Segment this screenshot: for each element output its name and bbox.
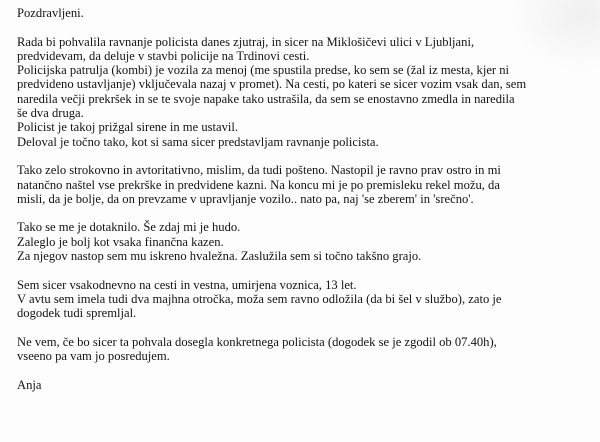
text-line: Rada bi pohvalila ravnanje policista danes zjutraj, in sicer na Miklošičevi ulici v Ljubljani, [17, 34, 475, 49]
paragraph-praise [17, 35, 595, 149]
text-line: dogodek tudi spremljal. [17, 306, 137, 321]
text-line: predvideno ustavljanje) vključevala nazaj v promet). Na cesti, po kateri se sicer vozim vsak dan, sem [17, 77, 527, 92]
paragraph-closing [17, 335, 595, 364]
text-line: V avtu sem imela tudi dva majhna otročka, moža sem ravno odložila (da bi šel v službo), zato je [17, 291, 502, 306]
text-line: Za njegov nastop sem mu iskreno hvaležna. Zaslužila sem si točno takšno grajo. [17, 249, 422, 264]
paragraph-feelings [17, 220, 595, 263]
text-line: Policist je takoj prižgal sirene in me ustavil. [17, 120, 239, 135]
text-line: naredila večji prekršek in se te svoje napake tako ustrašila, da sem se enostavno zmedla in naredila [17, 91, 515, 106]
text-line: Deloval je točno tako, kot si sama sicer predstavljam ravnanje policista. [17, 134, 379, 149]
text-line: misli, da je bolje, da on prevzame v upravljanje vozilo.. nato pa, naj 'se zberem' in 'srečno'. [17, 191, 474, 206]
text-line: Zaleglo je bolj kot vsaka finančna kazen. [17, 234, 224, 249]
text-line: še dva druga. [17, 106, 84, 121]
text-line: predvidevam, da deluje v stavbi policije na Trdinovi cesti. [17, 48, 310, 63]
text-line: vseeno pa vam jo posredujem. [17, 349, 170, 364]
paragraph-conduct [17, 163, 595, 206]
text-line: Sem sicer vsakodnevno na cesti in vestna, umirjena voznica, 13 let. [17, 277, 357, 292]
text-line: Tako zelo strokovno in avtoritativno, mislim, da tudi pošteno. Nastopil je ravno prav ostro in mi [17, 163, 501, 178]
text-line: natančno naštel vse prekrške in predvidene kazni. Na koncu mi je po premisleku rekel možu, da [17, 177, 500, 192]
text-line: Tako se me je dotaknilo. Še zdaj mi je hudo. [17, 220, 241, 235]
letter-signature: Anja [17, 377, 42, 392]
text-line: Policijska patrulja (kombi) je vozila za menoj (me spustila predse, ko sem se (žal iz mesta, kjer ni [17, 63, 510, 78]
letter-body [17, 6, 595, 392]
paragraph-background [17, 278, 595, 321]
text-line: Ne vem, če bo sicer ta pohvala dosegla konkretnega policista (dogodek se je zgodil ob 07.40h), [17, 334, 497, 349]
letter-greeting: Pozdravljeni. [17, 6, 84, 20]
